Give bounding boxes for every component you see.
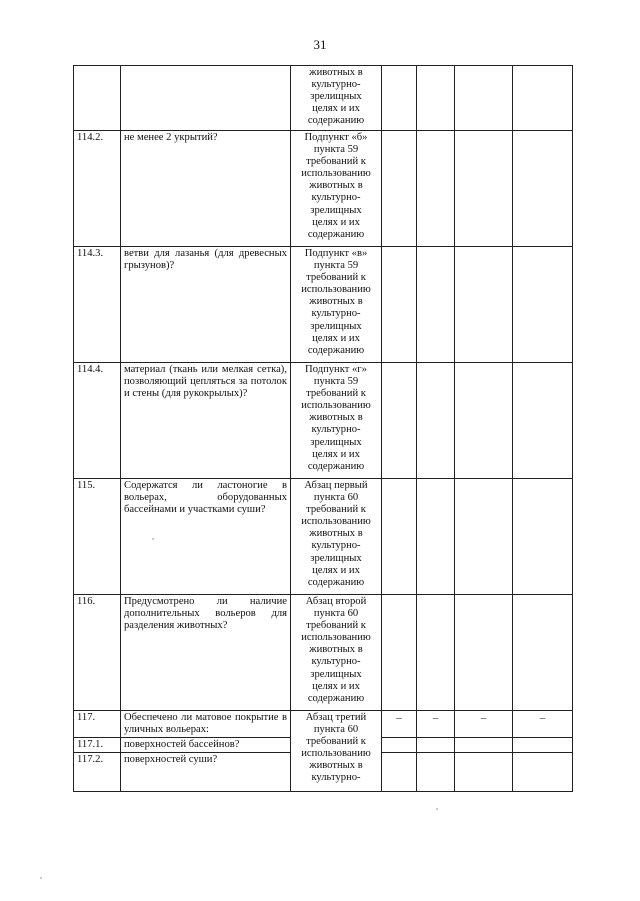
requirement-reference: Подпункт «б» пункта 59 требований к использованию животных в культурно- зрелищных целях и их содержанию [291, 131, 382, 247]
question-text: ветви для лазанья (для древесных грызунов)? [121, 247, 291, 363]
question-text: не менее 2 укрытий? [121, 131, 291, 247]
note-cell [513, 363, 573, 479]
answer-yes-cell [382, 753, 417, 792]
scan-speck [152, 538, 154, 540]
table-row [74, 595, 573, 711]
page-number: 31 [313, 37, 327, 52]
requirement-reference: Подпункт «г» пункта 59 требований к использованию животных в культурно- зрелищных целях и их содержанию [291, 363, 382, 479]
row-number: 114.3. [74, 247, 121, 363]
answer-no-cell: – [417, 711, 455, 738]
row-number: 115. [74, 479, 121, 595]
answer-na-cell [455, 247, 513, 363]
question-text: Предусмотрено ли наличие дополнительных вольеров для разделения животных? [121, 595, 291, 711]
answer-no-cell [417, 753, 455, 792]
row-number: 114.4. [74, 363, 121, 479]
table-row [74, 479, 573, 595]
answer-na-cell [455, 131, 513, 247]
answer-yes-cell [382, 363, 417, 479]
answer-na-cell: – [455, 711, 513, 738]
answer-na-cell [455, 595, 513, 711]
row-number: 117. [74, 711, 121, 738]
question-text: Обеспечено ли матовое покрытие в уличных вольерах: [121, 711, 291, 738]
note-cell [513, 131, 573, 247]
answer-yes-cell [382, 595, 417, 711]
table-row [74, 711, 573, 738]
answer-na-cell [455, 479, 513, 595]
table-row [74, 363, 573, 479]
row-number: 114.2. [74, 131, 121, 247]
note-cell [513, 738, 573, 753]
answer-no-cell [417, 363, 455, 479]
checklist-table [73, 65, 573, 792]
question-text: Содержатся ли ластоногие в вольерах, оборудованных бассейнами и участками суши? [121, 479, 291, 595]
question-text: материал (ткань или мелкая сетка), позволяющий цепляться за потолок и стены (для рукокрылых)? [121, 363, 291, 479]
answer-na-cell [455, 753, 513, 792]
row-number: 117.2. [74, 753, 121, 792]
note-cell [513, 66, 573, 131]
requirement-reference: Абзац второй пункта 60 требований к использованию животных в культурно- зрелищных целях и их содержанию [291, 595, 382, 711]
answer-yes-cell: – [382, 711, 417, 738]
answer-no-cell [417, 738, 455, 753]
answer-no-cell [417, 595, 455, 711]
answer-na-cell [455, 738, 513, 753]
note-cell [513, 595, 573, 711]
answer-yes-cell [382, 131, 417, 247]
table-row [74, 247, 573, 363]
question-text: поверхностей суши? [121, 753, 291, 792]
requirement-reference: Абзац третий пункта 60 требований к использованию животных в культурно- [291, 711, 382, 792]
row-number: 116. [74, 595, 121, 711]
note-cell [513, 247, 573, 363]
answer-no-cell [417, 66, 455, 131]
answer-na-cell [455, 363, 513, 479]
answer-no-cell [417, 131, 455, 247]
answer-yes-cell [382, 66, 417, 131]
row-number [74, 66, 121, 131]
row-number: 117.1. [74, 738, 121, 753]
table-row [74, 66, 573, 131]
question-text: поверхностей бассейнов? [121, 738, 291, 753]
scan-speck [40, 877, 42, 879]
table-row [74, 131, 573, 247]
requirement-reference: Абзац первый пункта 60 требований к использованию животных в культурно- зрелищных целях и их содержанию [291, 479, 382, 595]
scan-speck [436, 808, 438, 810]
question-text [121, 66, 291, 131]
answer-yes-cell [382, 479, 417, 595]
requirement-reference: Подпункт «в» пункта 59 требований к использованию животных в культурно- зрелищных целях и их содержанию [291, 247, 382, 363]
answer-no-cell [417, 247, 455, 363]
note-cell: – [513, 711, 573, 738]
requirement-reference: животных в культурно- зрелищных целях и их содержанию [291, 66, 382, 131]
answer-no-cell [417, 479, 455, 595]
answer-yes-cell [382, 738, 417, 753]
answer-yes-cell [382, 247, 417, 363]
note-cell [513, 753, 573, 792]
note-cell [513, 479, 573, 595]
answer-na-cell [455, 66, 513, 131]
